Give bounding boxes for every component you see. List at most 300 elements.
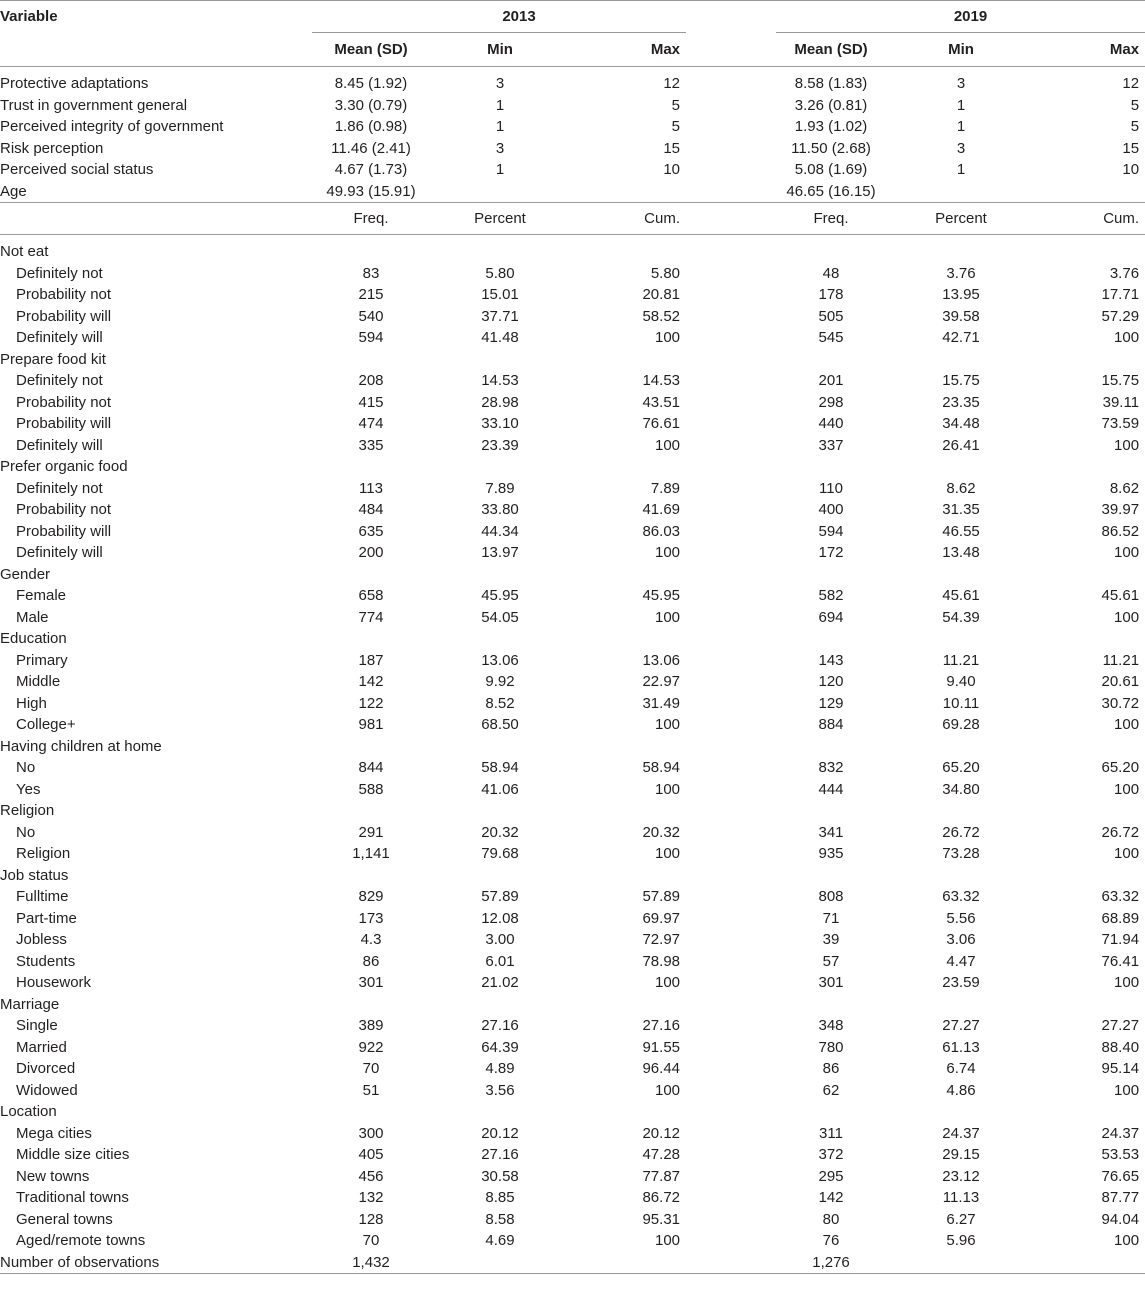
category-label: Probability will xyxy=(16,307,112,325)
category-row xyxy=(0,327,1145,349)
categorical-variables xyxy=(0,203,1145,1274)
percent-2013: 54.05 xyxy=(481,608,519,626)
mean-sd-2013: 4.67 (1.73) xyxy=(334,161,408,178)
category-label: College+ xyxy=(16,716,76,733)
group-label: Not eat xyxy=(0,243,49,260)
category-row xyxy=(0,886,1145,908)
category-row xyxy=(0,908,1145,930)
percent-2013: 58.94 xyxy=(481,759,519,776)
continuous-row xyxy=(0,159,1145,181)
cum-2013: 100 xyxy=(654,436,681,454)
percent-2019: 11.13 xyxy=(942,1189,980,1206)
freq-2019: 86 xyxy=(822,1060,840,1077)
freq-2013: 981 xyxy=(358,716,384,733)
percent-2013: 20.12 xyxy=(481,1124,519,1142)
cum-header-2013: Cum. xyxy=(570,203,686,235)
freq-2019: 311 xyxy=(819,1124,843,1142)
category-row xyxy=(0,1166,1145,1188)
cum-2013: 41.69 xyxy=(642,501,681,518)
group-row xyxy=(0,736,1145,758)
freq-2013: 173 xyxy=(358,909,384,927)
category-label: Religion xyxy=(16,845,71,862)
freq-2013: 83 xyxy=(362,264,380,282)
freq-2013: 844 xyxy=(358,759,384,776)
category-row xyxy=(0,306,1145,328)
freq-2019: 301 xyxy=(818,974,844,991)
freq-2013: 1,141 xyxy=(352,845,390,862)
percent-2019: 23.12 xyxy=(942,1167,980,1185)
percent-2019: 5.56 xyxy=(946,909,976,927)
freq-2019: 505 xyxy=(818,307,844,325)
category-label: Widowed xyxy=(16,1081,78,1099)
cum-2019: 39.97 xyxy=(1101,501,1140,518)
cum-2019: 65.20 xyxy=(1101,759,1140,776)
freq-2019: 337 xyxy=(818,436,844,454)
variable-label: Trust in government general xyxy=(0,96,188,114)
cum-2013: 20.12 xyxy=(642,1124,681,1142)
cum-2019: 100 xyxy=(1114,974,1140,991)
percent-2013: 5.80 xyxy=(485,264,515,282)
freq-2013: 132 xyxy=(358,1189,384,1206)
percent-2013: 37.71 xyxy=(481,307,519,325)
freq-2019: 120 xyxy=(818,673,844,690)
freq-2013: 540 xyxy=(358,307,384,325)
category-label: Definitely will xyxy=(16,436,103,454)
percent-2013: 57.89 xyxy=(481,888,519,905)
continuous-row xyxy=(0,181,1145,203)
continuous-row xyxy=(0,138,1145,160)
category-row xyxy=(0,757,1145,779)
group-row xyxy=(0,349,1145,371)
freq-2013: 200 xyxy=(358,544,384,561)
cum-2013: 14.53 xyxy=(642,372,681,389)
percent-2013: 4.69 xyxy=(485,1232,515,1249)
cum-2019: 15.75 xyxy=(1101,372,1140,389)
percent-2019: 69.28 xyxy=(942,716,980,733)
category-label: Students xyxy=(16,952,76,970)
percent-2019: 13.48 xyxy=(942,544,980,561)
cum-2013: 100 xyxy=(654,1081,681,1099)
category-label: Probability not xyxy=(16,286,112,303)
cum-2013: 57.89 xyxy=(642,888,681,905)
cum-2019: 100 xyxy=(1114,716,1140,733)
percent-2013: 79.68 xyxy=(481,845,519,862)
category-row xyxy=(0,370,1145,392)
mean-sd-2019: 5.08 (1.69) xyxy=(794,161,868,178)
cum-2013: 31.49 xyxy=(642,694,681,712)
group-row xyxy=(0,1101,1145,1123)
percent-2013: 64.39 xyxy=(481,1038,519,1056)
min-2013 xyxy=(430,181,570,203)
percent-2019: 63.32 xyxy=(942,888,980,905)
category-row xyxy=(0,671,1145,693)
cum-2019: 45.61 xyxy=(1101,587,1140,604)
freq-2013: 484 xyxy=(358,501,384,518)
cum-2013: 72.97 xyxy=(642,931,681,948)
category-label: No xyxy=(16,823,36,841)
max-2019: 5 xyxy=(1130,96,1140,114)
category-row xyxy=(0,585,1145,607)
min-2019 xyxy=(886,181,1036,203)
cum-2019: 39.11 xyxy=(1102,393,1140,411)
cum-2019: 100 xyxy=(1114,329,1140,346)
freq-2013: 474 xyxy=(358,415,384,432)
category-label: High xyxy=(16,694,47,712)
percent-2013: 7.89 xyxy=(485,479,515,497)
category-row xyxy=(0,693,1145,715)
cum-2013: 100 xyxy=(654,1232,681,1249)
percent-2013: 13.06 xyxy=(481,651,519,669)
category-row xyxy=(0,284,1145,306)
group-label: Job status xyxy=(0,866,69,884)
cum-2013: 43.51 xyxy=(642,393,681,411)
group-row xyxy=(0,564,1145,586)
percent-2013: 3.56 xyxy=(485,1081,515,1099)
cum-2013: 78.98 xyxy=(642,952,681,970)
cum-2013: 100 xyxy=(654,716,681,733)
cum-2019: 100 xyxy=(1114,845,1140,862)
category-row xyxy=(0,1080,1145,1102)
freq-2019: 71 xyxy=(822,909,840,927)
cum-2019: 26.72 xyxy=(1101,823,1140,841)
freq-2013: 829 xyxy=(358,888,384,905)
max-2013 xyxy=(570,181,686,203)
percent-2013: 27.16 xyxy=(481,1017,519,1034)
stat-header-row xyxy=(0,33,1145,67)
freq-2019: 808 xyxy=(818,888,844,905)
min-header-2019: Min xyxy=(886,33,1036,67)
freq-header-2013: Freq. xyxy=(312,203,430,235)
category-label: Definitely not xyxy=(16,479,103,497)
freq-2013: 658 xyxy=(358,587,384,604)
variable-label: Age xyxy=(0,181,312,203)
group-row xyxy=(0,865,1145,887)
percent-header-2013: Percent xyxy=(430,203,570,235)
percent-header-2019: Percent xyxy=(886,203,1036,235)
freq-2013: 113 xyxy=(359,479,383,497)
continuous-row xyxy=(0,73,1145,95)
percent-2013: 3.00 xyxy=(485,931,515,948)
category-label: Primary xyxy=(16,651,68,669)
percent-2013: 20.32 xyxy=(481,823,519,841)
variable-label: Risk perception xyxy=(0,139,104,157)
group-row xyxy=(0,241,1145,263)
percent-2019: 3.06 xyxy=(946,931,976,948)
cum-2019: 100 xyxy=(1114,1081,1140,1099)
category-label: Definitely not xyxy=(16,264,103,282)
cum-2013: 20.81 xyxy=(642,286,681,303)
freq-2013: 415 xyxy=(358,393,384,411)
freq-2013: 215 xyxy=(358,286,384,303)
cum-2013: 13.06 xyxy=(642,651,681,669)
min-2013: 3 xyxy=(495,75,505,92)
mean-sd-2013: 3.30 (0.79) xyxy=(334,96,408,114)
cum-2013: 22.97 xyxy=(642,673,681,690)
continuous-row xyxy=(0,116,1145,138)
percent-2013: 14.53 xyxy=(481,372,519,389)
freq-2013: 122 xyxy=(358,694,384,712)
freq-2019: 780 xyxy=(818,1038,844,1056)
percent-2019: 8.62 xyxy=(946,479,976,497)
category-label: Probability not xyxy=(16,501,112,518)
percent-2013: 41.48 xyxy=(481,329,519,346)
max-2013: 10 xyxy=(663,161,681,178)
freq-2019: 39 xyxy=(822,931,840,948)
category-row xyxy=(0,263,1145,285)
cum-2019: 87.77 xyxy=(1101,1189,1140,1206)
category-row xyxy=(0,607,1145,629)
percent-2013: 41.06 xyxy=(481,780,519,798)
cum-2013: 45.95 xyxy=(642,587,681,604)
category-row xyxy=(0,1058,1145,1080)
continuous-variables xyxy=(0,67,1145,203)
freq-2019: 110 xyxy=(819,479,843,497)
min-2013: 1 xyxy=(495,161,505,178)
freq-2013: 335 xyxy=(358,436,384,454)
category-label: Definitely will xyxy=(16,544,103,561)
min-2019: 1 xyxy=(956,161,966,178)
category-row xyxy=(0,1230,1145,1252)
mean-sd-2013: 49.93 (15.91) xyxy=(312,181,430,203)
percent-2013: 8.58 xyxy=(485,1210,515,1228)
mean-sd-2013: 8.45 (1.92) xyxy=(334,75,408,92)
percent-2019: 6.27 xyxy=(946,1210,976,1228)
mean-sd-2019: 1.93 (1.02) xyxy=(794,118,868,135)
group-row xyxy=(0,456,1145,478)
freq-2019: 80 xyxy=(822,1210,840,1228)
mean-sd-2019: 8.58 (1.83) xyxy=(794,75,868,92)
freq-2013: 70 xyxy=(362,1232,380,1249)
cum-2013: 58.52 xyxy=(642,307,681,325)
percent-2013: 4.89 xyxy=(485,1060,515,1077)
freq-2013: 389 xyxy=(358,1017,384,1034)
cum-2019: 76.65 xyxy=(1101,1167,1140,1185)
cum-2019: 100 xyxy=(1114,608,1140,626)
percent-2013: 30.58 xyxy=(481,1167,519,1185)
cum-2019: 57.29 xyxy=(1101,307,1140,325)
freq-2013: 128 xyxy=(358,1210,384,1228)
group-row xyxy=(0,800,1145,822)
percent-2019: 45.61 xyxy=(942,587,980,604)
max-2019 xyxy=(1036,181,1145,203)
freq-2019: 582 xyxy=(818,587,844,604)
category-label: Male xyxy=(16,608,49,626)
freq-2013: 51 xyxy=(362,1081,380,1099)
category-label: Part-time xyxy=(16,909,77,927)
cum-2013: 47.28 xyxy=(642,1146,681,1163)
category-row xyxy=(0,521,1145,543)
percent-2019: 61.13 xyxy=(942,1038,980,1056)
cum-2019: 30.72 xyxy=(1101,694,1140,712)
category-label: Mega cities xyxy=(16,1124,92,1142)
category-row xyxy=(0,822,1145,844)
freq-2019: 440 xyxy=(818,415,844,432)
freq-2019: 57 xyxy=(822,952,840,970)
cum-2013: 96.44 xyxy=(642,1060,681,1077)
max-2013: 5 xyxy=(671,96,681,114)
cum-2013: 100 xyxy=(654,845,681,862)
percent-2019: 29.15 xyxy=(942,1146,980,1163)
cum-2013: 86.72 xyxy=(642,1189,681,1206)
observations-2019: 1,276 xyxy=(776,1252,886,1274)
cum-2013: 100 xyxy=(654,608,681,626)
category-label: Definitely will xyxy=(16,329,103,346)
cum-2013: 100 xyxy=(654,974,681,991)
category-row xyxy=(0,1123,1145,1145)
cum-2019: 71.94 xyxy=(1101,931,1140,948)
percent-2019: 4.47 xyxy=(946,952,976,970)
cum-2019: 68.89 xyxy=(1101,909,1140,927)
min-2019: 3 xyxy=(956,75,966,92)
percent-2013: 33.10 xyxy=(481,415,519,432)
cum-2019: 3.76 xyxy=(1109,264,1140,282)
cum-2019: 94.04 xyxy=(1101,1210,1140,1228)
category-label: Probability will xyxy=(16,522,112,540)
freq-2013: 456 xyxy=(358,1167,384,1185)
cum-2019: 73.59 xyxy=(1101,415,1140,432)
freq-2019: 444 xyxy=(818,780,844,798)
category-label: Probability not xyxy=(16,393,112,411)
freq-2019: 295 xyxy=(818,1167,844,1185)
category-label: Female xyxy=(16,587,67,604)
mean-sd-2013: 1.86 (0.98) xyxy=(334,118,408,135)
freq-2019: 935 xyxy=(818,845,844,862)
cum-2019: 20.61 xyxy=(1101,673,1140,690)
percent-2019: 5.96 xyxy=(946,1232,976,1249)
percent-2019: 11.21 xyxy=(942,651,980,669)
freq-2013: 187 xyxy=(358,651,384,669)
percent-2019: 65.20 xyxy=(942,759,980,776)
min-2019: 1 xyxy=(956,96,966,114)
variable-label: Perceived integrity of government xyxy=(0,118,224,135)
freq-2019: 348 xyxy=(818,1017,844,1034)
percent-2019: 3.76 xyxy=(946,264,976,282)
category-label: Fulltime xyxy=(16,888,69,905)
percent-2013: 45.95 xyxy=(481,587,519,604)
min-2019: 1 xyxy=(956,118,966,135)
group-label: Prefer organic food xyxy=(0,458,128,475)
category-row xyxy=(0,779,1145,801)
cum-2019: 8.62 xyxy=(1109,479,1140,497)
freq-2019: 594 xyxy=(818,522,844,540)
freq-2019: 129 xyxy=(818,694,844,712)
freq-2013: 301 xyxy=(358,974,384,991)
percent-2019: 42.71 xyxy=(942,329,980,346)
group-label: Prepare food kit xyxy=(0,350,106,368)
group-label: Marriage xyxy=(0,995,60,1013)
category-row xyxy=(0,1037,1145,1059)
category-row xyxy=(0,951,1145,973)
max-2019: 15 xyxy=(1122,139,1140,157)
category-row xyxy=(0,929,1145,951)
freq-2013: 300 xyxy=(358,1124,384,1142)
percent-2019: 46.55 xyxy=(942,522,980,540)
freq-2013: 635 xyxy=(358,522,384,540)
cum-2019: 11.21 xyxy=(1102,651,1140,669)
freq-2019: 142 xyxy=(818,1189,844,1206)
year-2019-header: 2019 xyxy=(776,1,1145,33)
freq-2019: 372 xyxy=(818,1146,844,1163)
observations-row xyxy=(0,1252,1145,1274)
cum-2019: 88.40 xyxy=(1101,1038,1140,1056)
cum-2019: 63.32 xyxy=(1101,888,1140,905)
max-2019: 5 xyxy=(1130,118,1140,135)
percent-2019: 39.58 xyxy=(942,307,980,325)
category-row xyxy=(0,843,1145,865)
category-row xyxy=(0,542,1145,564)
category-label: Single xyxy=(16,1017,58,1034)
category-label: New towns xyxy=(16,1167,90,1185)
freq-2019: 201 xyxy=(818,372,844,389)
cum-2019: 17.71 xyxy=(1101,286,1140,303)
percent-2013: 68.50 xyxy=(481,716,519,733)
cum-2013: 91.55 xyxy=(642,1038,681,1056)
freq-2013: 405 xyxy=(358,1146,384,1163)
percent-2019: 54.39 xyxy=(942,608,980,626)
mean-sd-2019: 46.65 (16.15) xyxy=(776,181,886,203)
cum-2013: 20.32 xyxy=(642,823,681,841)
mean-sd-2013: 11.46 (2.41) xyxy=(331,139,411,157)
max-header-2019: Max xyxy=(1036,33,1145,67)
freq-2013: 142 xyxy=(358,673,384,690)
freq-2019: 341 xyxy=(818,823,844,841)
group-label: Education xyxy=(0,630,67,647)
percent-2019: 27.27 xyxy=(942,1017,980,1034)
max-2013: 12 xyxy=(663,75,681,92)
category-label: Yes xyxy=(16,780,41,798)
category-label: Jobless xyxy=(16,931,67,948)
observations-label: Number of observations xyxy=(0,1252,312,1274)
freq-2013: 922 xyxy=(358,1038,384,1056)
category-label: No xyxy=(16,759,36,776)
category-label: Married xyxy=(16,1038,67,1056)
freq-2019: 172 xyxy=(818,544,844,561)
category-row xyxy=(0,478,1145,500)
category-row xyxy=(0,972,1145,994)
max-2019: 12 xyxy=(1122,75,1140,92)
freq-2013: 70 xyxy=(362,1060,380,1077)
cum-2013: 100 xyxy=(654,329,681,346)
percent-2013: 44.34 xyxy=(481,522,519,540)
percent-2019: 34.80 xyxy=(942,780,980,798)
percent-2019: 13.95 xyxy=(942,286,980,303)
category-label: Aged/remote towns xyxy=(16,1232,146,1249)
cum-2019: 100 xyxy=(1114,544,1140,561)
percent-2019: 31.35 xyxy=(942,501,980,518)
percent-2013: 21.02 xyxy=(481,974,519,991)
percent-2019: 23.59 xyxy=(942,974,980,991)
mean-sd-header-2019: Mean (SD) xyxy=(776,33,886,67)
min-2019: 3 xyxy=(956,139,966,157)
cum-2019: 95.14 xyxy=(1101,1060,1140,1077)
freq-2013: 774 xyxy=(358,608,384,626)
cum-2013: 27.16 xyxy=(642,1017,681,1034)
percent-2013: 28.98 xyxy=(481,393,519,411)
percent-2013: 13.97 xyxy=(481,544,519,561)
year-2013-header: 2013 xyxy=(312,1,686,33)
cum-2013: 76.61 xyxy=(642,415,681,432)
freq-2019: 48 xyxy=(822,264,840,282)
observations-2013: 1,432 xyxy=(312,1252,430,1274)
max-2013: 5 xyxy=(671,118,681,135)
category-row xyxy=(0,1015,1145,1037)
percent-2019: 10.11 xyxy=(942,694,980,712)
continuous-row xyxy=(0,95,1145,117)
category-row xyxy=(0,413,1145,435)
cum-2019: 86.52 xyxy=(1101,522,1140,540)
percent-2013: 15.01 xyxy=(481,286,519,303)
group-row xyxy=(0,994,1145,1016)
